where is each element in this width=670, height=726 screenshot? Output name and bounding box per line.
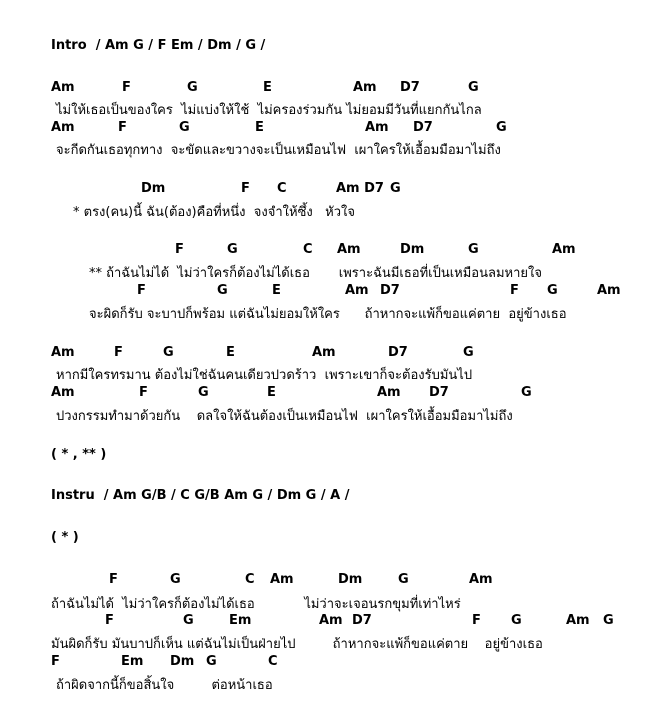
- chord: E: [263, 80, 272, 95]
- chord: Am: [566, 613, 590, 628]
- chord: Am: [345, 283, 369, 298]
- chord: C: [245, 572, 255, 587]
- chord: Am: [319, 613, 343, 628]
- chord: Am D7: [336, 181, 384, 196]
- chord: Am: [597, 283, 621, 298]
- chord: Am: [51, 80, 75, 95]
- chord: E: [272, 283, 281, 298]
- chord: C: [277, 181, 287, 196]
- chord: Am: [552, 242, 576, 257]
- chord: F: [472, 613, 481, 628]
- lyric-line: มันผิดก็รับ มันบาปก็เห็น แต่ฉันไม่เป็นฝ่ายไป ถ้าหากจะแพ้ก็ขอแค่ตาย อยู่ข้างเธอ: [51, 637, 543, 652]
- chord: F: [139, 385, 148, 400]
- chord: Am: [51, 385, 75, 400]
- lyric-line: จะกีดกันเธอทุกทาง จะขัดและขวางจะเป็นเหมือนไฟ เผาใครให้เอื้อมมือมาไม่ถึง: [56, 143, 501, 158]
- chord: Am: [51, 345, 75, 360]
- chord: G: [390, 181, 401, 196]
- chord: F: [109, 572, 118, 587]
- chord: Dm: [141, 181, 166, 196]
- chord: E: [267, 385, 276, 400]
- chord: G: [468, 242, 479, 257]
- lyric-line: หากมีใครทรมาน ต้องไม่ใช่ฉันคนเดียวปวดร้าว เพราะเขาก็จะต้องรับมันไป: [56, 368, 473, 383]
- chord: F: [137, 283, 146, 298]
- chord: D7: [413, 120, 433, 135]
- intro-line: Intro / Am G / F Em / Dm / G /: [51, 38, 266, 53]
- chord: Em: [229, 613, 252, 628]
- chord: F: [241, 181, 250, 196]
- chord: G: [163, 345, 174, 360]
- repeat-marker: ( * , ** ): [51, 447, 107, 462]
- chord: G: [547, 283, 558, 298]
- chord: G: [468, 80, 479, 95]
- chord: G: [187, 80, 198, 95]
- chord: G: [198, 385, 209, 400]
- chord: G: [521, 385, 532, 400]
- chord: E: [255, 120, 264, 135]
- chord: D7: [388, 345, 408, 360]
- chord: F: [510, 283, 519, 298]
- chord: G: [206, 654, 217, 669]
- chord: Dm: [400, 242, 425, 257]
- lyric-line: ถ้าฉันไม่ได้ ไม่ว่าใครก็ต้องไม่ได้เธอ ไม่ว่าจะเจอนรกขุมที่เท่าไหร่: [51, 597, 461, 612]
- chord: Am: [337, 242, 361, 257]
- chord: D7: [400, 80, 420, 95]
- chord: G: [217, 283, 228, 298]
- lyric-line: จะผิดก็รับ จะบาปก็พร้อม แต่ฉันไม่ยอมให้ใคร ถ้าหากจะแพ้ก็ขอแค่ตาย อยู่ข้างเธอ: [89, 307, 567, 322]
- chord: G: [398, 572, 409, 587]
- chord: G: [179, 120, 190, 135]
- repeat-marker: ( * ): [51, 530, 79, 545]
- chord: D7: [429, 385, 449, 400]
- chord: F: [175, 242, 184, 257]
- chord: G: [170, 572, 181, 587]
- chord: G: [603, 613, 614, 628]
- chord: Dm: [338, 572, 363, 587]
- chord: Am: [377, 385, 401, 400]
- lyric-line: * ตรง(คน)นี้ ฉัน(ต้อง)คือที่หนึ่ง จงจำให้ซึ้ง หัวใจ: [73, 205, 355, 220]
- chord: G: [463, 345, 474, 360]
- chord: Am: [469, 572, 493, 587]
- chord: G: [511, 613, 522, 628]
- chord: F: [105, 613, 114, 628]
- instru-line: Instru / Am G/B / C G/B Am G / Dm G / A /: [51, 488, 350, 503]
- chord: F: [51, 654, 60, 669]
- chord: Dm: [170, 654, 195, 669]
- lyric-line: ปวงกรรมทำมาด้วยกัน ดลใจให้ฉันต้องเป็นเหมือนไฟ เผาใครให้เอื้อมมือมาไม่ถึง: [56, 409, 513, 424]
- chord: C: [268, 654, 278, 669]
- chord: Am: [365, 120, 389, 135]
- chord: G: [183, 613, 194, 628]
- chord: C: [303, 242, 313, 257]
- lyric-line: ถ้าผิดจากนี้ก็ขอสิ้นใจ ต่อหน้าเธอ: [56, 678, 273, 693]
- chord: G: [496, 120, 507, 135]
- chord: Am: [312, 345, 336, 360]
- chord: D7: [352, 613, 372, 628]
- chord: G: [227, 242, 238, 257]
- chord: E: [226, 345, 235, 360]
- chord: Am: [270, 572, 294, 587]
- chord: Am: [353, 80, 377, 95]
- chord: F: [114, 345, 123, 360]
- chord: D7: [380, 283, 400, 298]
- chord: Am: [51, 120, 75, 135]
- lyric-line: ** ถ้าฉันไม่ได้ ไม่ว่าใครก็ต้องไม่ได้เธอ เพราะฉันมีเธอที่เป็นเหมือนลมหายใจ: [89, 266, 542, 281]
- chord: F: [118, 120, 127, 135]
- chord: F: [122, 80, 131, 95]
- chord: Em: [121, 654, 144, 669]
- lyric-line: ไม่ให้เธอเป็นของใคร ไม่แบ่งให้ใช้ ไม่ครองร่วมกัน ไม่ยอมมีวันที่แยกกันไกล: [56, 103, 482, 118]
